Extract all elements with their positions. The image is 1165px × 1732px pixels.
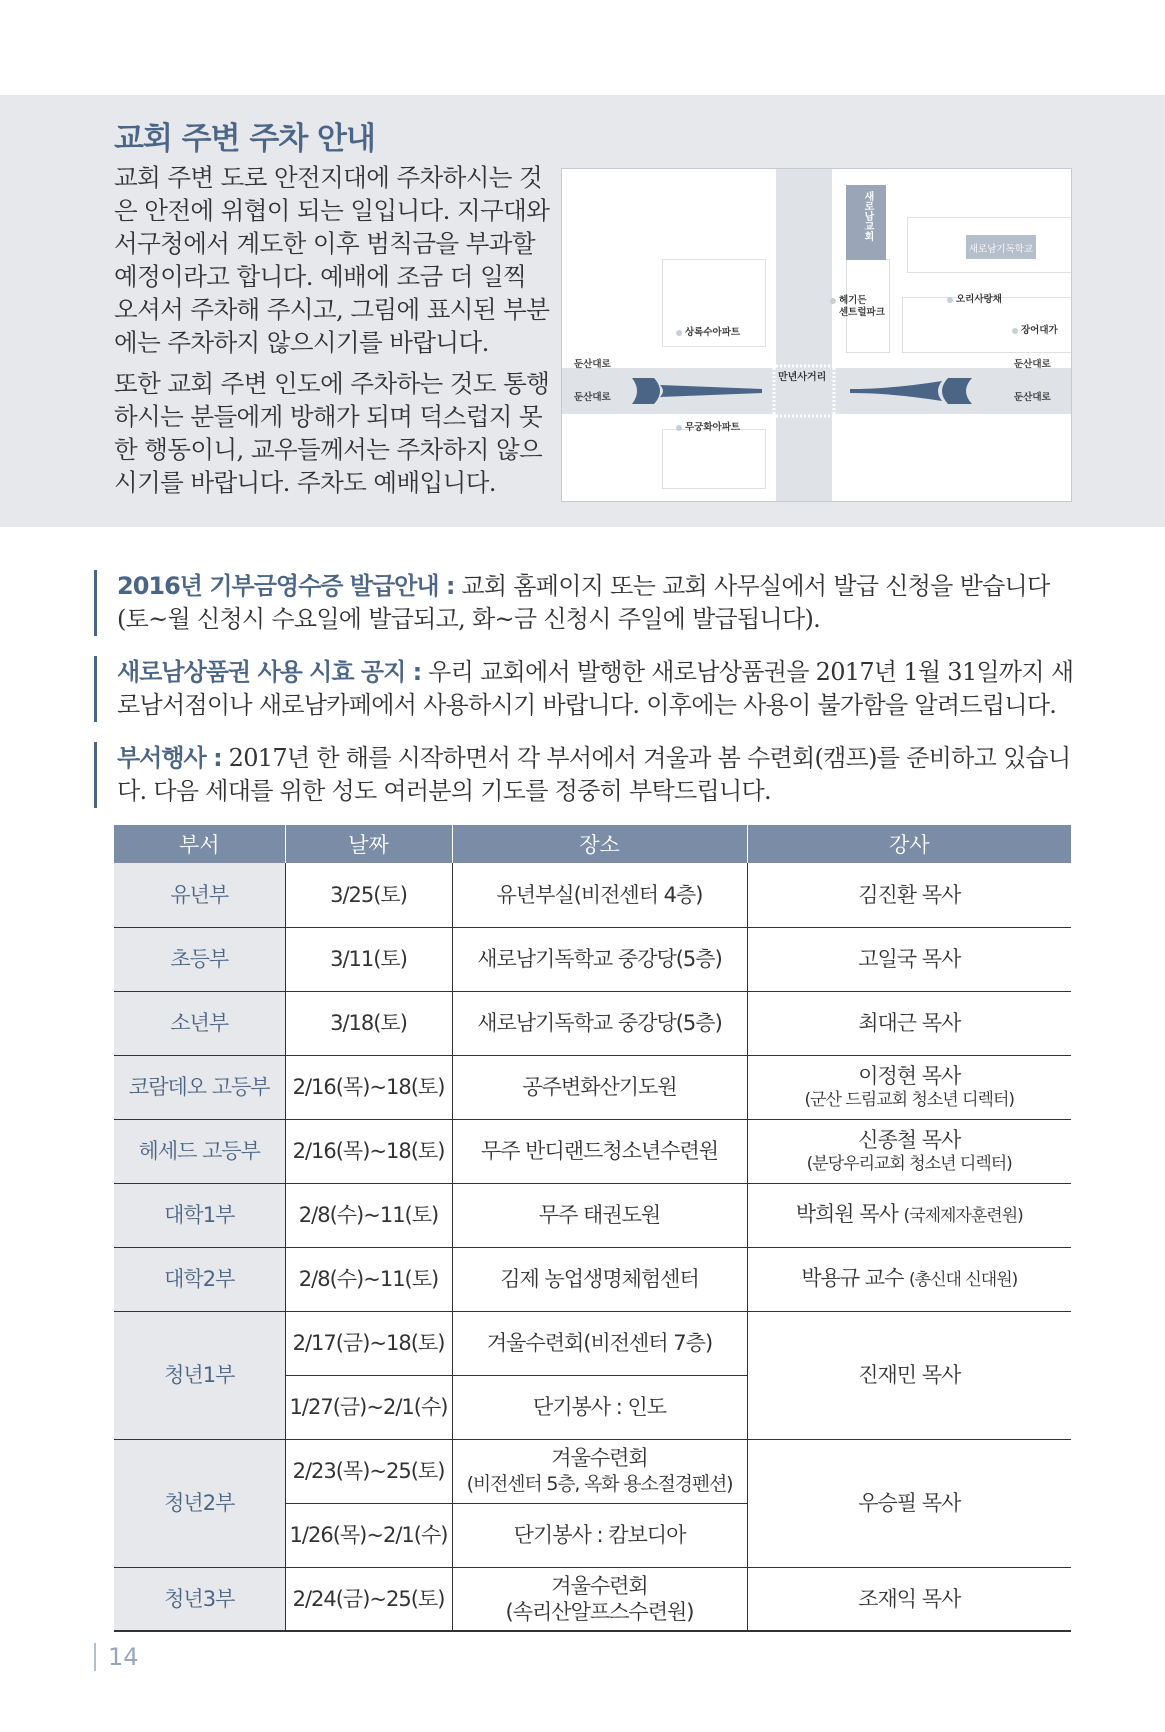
cell-speaker: 조재익 목사 <box>747 1567 1071 1631</box>
speaker-affiliation: (군산 드림교회 청소년 디렉터) <box>804 1090 1015 1110</box>
place-line-2: (속리산알프스수련원) <box>505 1599 694 1624</box>
header-speaker: 강사 <box>747 825 1071 863</box>
speaker-name: 박희원 목사 <box>795 1202 898 1226</box>
cell-dept: 청년3부 <box>114 1567 285 1631</box>
parking-paragraph-2: 또한 교회 주변 인도에 주차하는 것도 통행하시는 분들에게 방해가 되며 덕스럽지 못한 행동이니, 교우들께서는 주차하지 않으시기를 바랍니다. 주차도 예배입니다. <box>114 369 550 497</box>
speaker-affiliation: (국제제자훈련원) <box>903 1206 1023 1226</box>
notice-body: 우리 교회에서 발행한 새로남상품권을 2017년 1월 31일까지 새로남서점이나 새로남카페에서 사용하시기 바랍니다. 이후에는 사용이 불가함을 알려드립니다. <box>117 658 1074 719</box>
cell-speaker: 진재민 목사 <box>747 1311 1071 1439</box>
map-label-dunsan-tl: 둔산대로 <box>574 359 611 370</box>
header-date: 날짜 <box>285 825 452 863</box>
map-label-dunsan-br: 둔산대로 <box>1014 392 1051 403</box>
notice-head: 부서행사 : <box>117 744 222 772</box>
school-label: 새로남기독학교 <box>968 244 1034 255</box>
parking-paragraph-1: 교회 주변 도로 안전지대에 주차하시는 것은 안전에 위협이 되는 일입니다. 지구대와 서구청에서 계도한 이후 범칙금을 부과할 예정이라고 합니다. 예배에 조금 더 일찍 오셔서 주차해 주시고, 그림에 표시된 부분에는 주차하지 않으시기를 바랍니다. <box>114 163 550 357</box>
cell-place: 무주 태권도원 <box>452 1183 747 1247</box>
church-label-box <box>846 185 886 260</box>
parking-notice-box <box>0 95 1165 527</box>
school-label-box <box>966 235 1036 259</box>
cell-date: 2/16(목)~18(토) <box>285 1055 452 1119</box>
cell-place: 무주 반디랜드청소년수련원 <box>452 1119 747 1183</box>
church-label: 새로남교회 <box>862 191 873 241</box>
cell-dept: 헤세드 고등부 <box>114 1119 285 1183</box>
cell-date: 1/27(금)~2/1(수) <box>285 1375 452 1439</box>
cell-dept: 초등부 <box>114 927 285 991</box>
table-row <box>114 1439 1071 1503</box>
parking-title: 교회 주변 주차 안내 <box>114 121 375 157</box>
place-line-1: 겨울수련회 <box>551 1446 648 1470</box>
speaker-name: 신종철 목사 <box>858 1128 961 1152</box>
map-label-heygiden: 헤기든 센트럴파크 <box>830 295 885 319</box>
map-label-sangrok: 상록수아파트 <box>676 324 740 338</box>
table-row <box>114 927 1071 991</box>
cell-place: 겨울수련회(비전센터 7층) <box>452 1311 747 1375</box>
notice-department-events <box>94 742 1078 808</box>
map-label-intersection: 만년사거리 <box>778 372 827 383</box>
cell-place <box>452 1439 747 1503</box>
no-parking-zone-right <box>942 378 972 404</box>
table-row <box>114 863 1071 927</box>
cell-dept: 코람데오 고등부 <box>114 1055 285 1119</box>
map-label-dunsan-bl: 둔산대로 <box>574 392 611 403</box>
cell-date: 2/24(금)~25(토) <box>285 1567 452 1631</box>
location-dot-icon <box>1012 328 1018 334</box>
no-parking-zone-left <box>632 378 660 404</box>
place-line-2: (비전센터 5층, 옥화 용소절경펜션) <box>466 1473 733 1495</box>
table-header-row <box>114 825 1071 863</box>
notice-head: 2016년 기부금영수증 발급안내 : <box>117 572 455 600</box>
cell-place: 단기봉사 : 캄보디아 <box>452 1503 747 1567</box>
table-row <box>114 1311 1071 1375</box>
map-block-mugunghwa <box>662 429 766 489</box>
cell-date: 2/23(목)~25(토) <box>285 1439 452 1503</box>
cell-date: 1/26(목)~2/1(수) <box>285 1503 452 1567</box>
cell-speaker <box>747 1119 1071 1183</box>
notice-donation-receipt <box>94 570 1078 636</box>
table-row <box>114 1567 1071 1631</box>
notice-head: 새로남상품권 사용 시효 공지 : <box>117 658 422 686</box>
table-row <box>114 1247 1071 1311</box>
cell-speaker <box>747 1055 1071 1119</box>
cell-speaker <box>747 1183 1071 1247</box>
location-dot-icon <box>947 297 953 303</box>
notice-gift-certificate <box>94 656 1078 722</box>
location-dot-icon <box>830 298 836 304</box>
notice-body: 2017년 한 해를 시작하면서 각 부서에서 겨울과 봄 수련회(캠프)를 준비하고 있습니다. 다음 세대를 위한 성도 여러분의 기도를 정중히 부탁드립니다. <box>117 744 1071 805</box>
no-parking-zone-right-tail <box>850 381 942 401</box>
parking-text <box>114 161 554 507</box>
table-row <box>114 1119 1071 1183</box>
department-events-table <box>114 825 1071 1632</box>
cell-date: 2/17(금)~18(토) <box>285 1311 452 1375</box>
cell-speaker: 우승필 목사 <box>747 1439 1071 1567</box>
table-row <box>114 1183 1071 1247</box>
cell-speaker: 최대근 목사 <box>747 991 1071 1055</box>
speaker-affiliation: (총신대 신대원) <box>909 1270 1018 1290</box>
cell-place: 공주변화산기도원 <box>452 1055 747 1119</box>
table-row <box>114 1055 1071 1119</box>
cell-place: 새로남기독학교 중강당(5층) <box>452 927 747 991</box>
map-label-jangeodaega: 장어대가 <box>1012 322 1058 336</box>
cell-speaker: 고일국 목사 <box>747 927 1071 991</box>
cell-date: 3/11(토) <box>285 927 452 991</box>
place-line-1: 겨울수련회 <box>551 1573 648 1598</box>
cell-dept: 소년부 <box>114 991 285 1055</box>
speaker-name: 박용규 교수 <box>801 1266 904 1290</box>
cell-place: 유년부실(비전센터 4층) <box>452 863 747 927</box>
cell-date: 2/8(수)~11(토) <box>285 1247 452 1311</box>
cell-date: 3/18(토) <box>285 991 452 1055</box>
cell-dept: 청년2부 <box>114 1439 285 1567</box>
cell-date: 2/16(목)~18(토) <box>285 1119 452 1183</box>
speaker-affiliation: (분당우리교회 청소년 디렉터) <box>806 1154 1012 1174</box>
cell-date: 2/8(수)~11(토) <box>285 1183 452 1247</box>
cell-dept: 청년1부 <box>114 1311 285 1439</box>
header-place: 장소 <box>452 825 747 863</box>
cell-speaker: 김진환 목사 <box>747 863 1071 927</box>
cell-place: 김제 농업생명체험센터 <box>452 1247 747 1311</box>
cell-speaker <box>747 1247 1071 1311</box>
location-dot-icon <box>676 425 682 431</box>
cell-dept: 유년부 <box>114 863 285 927</box>
table-row <box>114 991 1071 1055</box>
header-dept: 부서 <box>114 825 285 863</box>
map-label-dunsan-tr: 둔산대로 <box>1014 359 1051 370</box>
cell-place: 새로남기독학교 중강당(5층) <box>452 991 747 1055</box>
page-number: 14 <box>94 1643 139 1671</box>
location-dot-icon <box>676 330 682 336</box>
cell-date: 3/25(토) <box>285 863 452 927</box>
parking-map <box>561 168 1072 502</box>
map-label-mugunghwa: 무궁화아파트 <box>676 419 740 433</box>
notice-body: 교회 홈페이지 또는 교회 사무실에서 발급 신청을 받습니다(토~월 신청시 수요일에 발급되고, 화~금 신청시 주일에 발급됩니다). <box>117 572 1050 633</box>
map-label-orisarangchae: 오리사랑채 <box>947 291 1002 305</box>
no-parking-zone-left-tail <box>660 385 762 397</box>
cell-place: 단기봉사 : 인도 <box>452 1375 747 1439</box>
speaker-name: 이정현 목사 <box>858 1064 961 1088</box>
cell-dept: 대학1부 <box>114 1183 285 1247</box>
cell-place <box>452 1567 747 1631</box>
cell-dept: 대학2부 <box>114 1247 285 1311</box>
